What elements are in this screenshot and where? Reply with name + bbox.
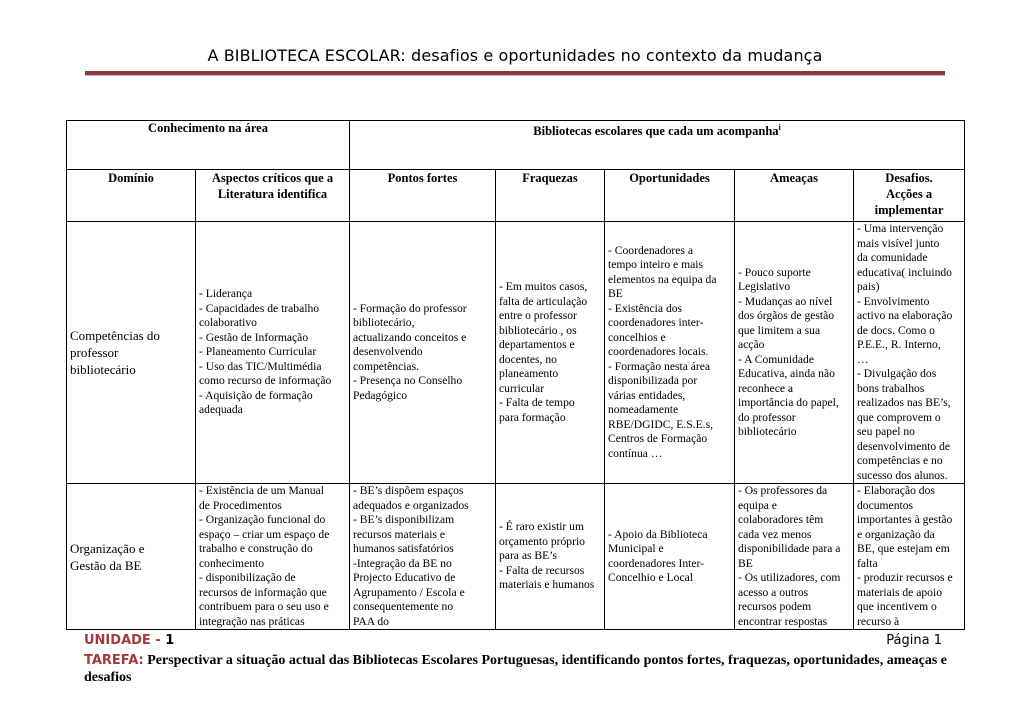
cell-line: Desafios. [885,171,933,185]
cell-line: Projecto Educativo de [353,571,456,584]
cell-line: recursos podem [738,600,812,613]
group-header-row [67,121,965,170]
col-header-strengths [350,170,496,222]
cell-line: RBE/DGIDC, E.S.E.s, [608,417,713,431]
unit-separator: - [150,633,166,648]
cell-line: espaço – criar um espaço de [199,527,330,541]
libraries-header-note: i [778,123,781,132]
row1-aspects [196,222,350,484]
col-header-threats [735,170,854,222]
cell-line: Municipal e [608,542,664,555]
cell-line: dos órgãos de gestão [738,309,835,322]
cell-line: Competências do [70,328,160,343]
cell-line: - Aquisição de formação [199,388,313,402]
cell-line: - Existência dos [608,301,683,315]
footer-unit-line [84,633,954,648]
cell-line: documentos [857,498,914,512]
table-row [67,222,965,484]
cell-line: - Os professores da [738,484,828,497]
cell-line: implementar [874,203,944,217]
knowledge-header: Conhecimento na área [67,121,350,170]
cell-line: Oportunidades [629,171,710,185]
row2-aspects [196,484,350,630]
cell-line: Fraquezas [522,171,578,185]
cell-line: Ameaças [770,171,818,185]
cell-line: competências e no [857,454,943,467]
col-header-domain [67,170,196,222]
cell-line: recursos de informação que [199,585,327,599]
cell-line: - Falta de tempo [499,396,575,409]
cell-line: colaborativo [199,316,257,330]
cell-line: nomeadamente [608,403,679,417]
cell-line: - Mudanças ao nível [738,294,833,308]
cell-line: - Gestão de Informação [199,330,309,344]
cell-line: adequados e organizados [353,498,469,512]
cell-line: BE, que estejam em [857,542,950,555]
cell-line: - Organização funcional do [199,513,326,526]
footer-task-line [84,652,954,686]
cell-line: planeamento [499,367,559,380]
col-header-aspects [196,170,350,222]
cell-line: sucesso dos alunos. [857,468,948,482]
cell-line: P.E.E., R. Interno, [857,338,941,351]
unit-number: 1 [165,633,175,648]
cell-line: curricular [499,381,545,395]
row2-threats [735,484,854,630]
row2-weaknesses [496,484,605,630]
cell-line: - BE’s disponibilizam [353,513,455,526]
cell-line: encontrar respostas [738,614,828,628]
cell-line: entre o professor [499,309,577,322]
cell-line: que incentivem o [857,600,937,613]
cell-line: de Procedimentos [199,498,282,512]
cell-line: bibliotecário [70,362,136,377]
cell-line: materiais de apoio [857,585,942,599]
cell-line: disponibilidade para a [738,542,841,555]
cell-line: falta de articulação [499,294,588,308]
cell-line: - Capacidades de trabalho [199,301,320,315]
cell-line: Concelhio e Local [608,571,693,584]
row2-opportunities [605,484,735,630]
cell-line: - Os utilizadores, com [738,571,841,584]
row1-weaknesses [496,222,605,484]
cell-line: equipa e [738,498,777,512]
cell-line: - Apoio da Biblioteca [608,527,708,541]
cell-line: BE [738,556,753,570]
cell-line: PAA do [353,614,389,628]
cell-line: pais) [857,280,880,293]
cell-line: coordenadores locais. [608,345,709,359]
cell-line: - Existência de um Manual [199,484,324,497]
cell-line: bibliotecário [738,425,797,438]
cell-line: Gestão da BE [70,557,142,573]
cell-line: cada vez menos [738,527,812,541]
cell-line: - Uso das TIC/Multimédia [199,359,322,373]
cell-line: recursos materiais e [353,527,446,541]
cell-line: e organização da [857,527,935,541]
page-title: A BIBLIOTECA ESCOLAR: desafios e oportunidades no contexto da mudança [207,46,823,65]
cell-line: contínua … [608,446,663,460]
cell-line: - Liderança [199,287,253,301]
analysis-table [66,120,965,630]
cell-line: para as BE’s [499,549,557,563]
cell-line: desenvolvimento de [857,439,951,453]
cell-line: que comprovem o [857,410,941,424]
cell-line: competências. [353,359,419,373]
row2-strengths [350,484,496,630]
cell-line: - produzir recursos e [857,571,953,584]
cell-line: bibliotecário , os [499,323,577,337]
cell-line: conhecimento [199,556,265,570]
cell-line: Acções a [885,187,933,201]
cell-line: bibliotecário, [353,316,415,330]
cell-line: Agrupamento / Escola e [353,585,465,599]
row1-opportunities [605,222,735,484]
cell-line: - Falta de recursos [499,563,585,577]
libraries-header-text: Bibliotecas escolares que cada um acompanha [533,124,779,139]
cell-line: - É raro existir um [499,520,584,534]
cell-line: contribuem para o seu uso e [199,600,329,613]
task-label: TAREFA: [84,653,144,668]
cell-line: trabalho e construção do [199,542,313,555]
cell-line: - Coordenadores a [608,243,693,257]
cell-line: departamentos e [499,338,575,351]
cell-line: orçamento próprio [499,534,585,548]
row1-threats [735,222,854,484]
cell-line: educativa( incluindo [857,265,952,279]
cell-line: Organização e [70,540,145,556]
cell-line: Pedagógico [353,388,408,402]
cell-line: Centros de Formação [608,432,708,446]
cell-line: coordenadores inter- [608,316,704,330]
row2-challenges [854,484,965,630]
cell-line: materiais e humanos [499,578,595,592]
page-number: Página 1 [886,633,942,648]
cell-line: Aspectos críticos que a [211,171,334,185]
cell-line: - Elaboração dos [857,484,935,497]
cell-line: elementos na equipa da [608,272,717,286]
cell-line: acesso a outros [738,585,809,599]
cell-line: coordenadores Inter- [608,556,705,570]
cell-line: disponibilizada por [608,374,698,388]
cell-line: integração nas práticas [199,614,305,628]
cell-line: como recurso de informação [199,374,332,388]
cell-line: docentes, no [499,352,557,366]
row1-challenges [854,222,965,484]
cell-line: - Em muitos casos, [499,280,588,293]
title-rule [85,71,945,76]
cell-line: - Envolvimento [857,294,930,308]
cell-line: - Formação do professor [353,301,467,315]
cell-line: para formação [499,410,566,424]
cell-line: da comunidade [857,251,928,264]
col-header-challenges [854,170,965,222]
cell-line: … [857,352,869,366]
table-row [67,484,965,630]
cell-line: desenvolvendo [353,345,423,359]
col-header-weaknesses [496,170,605,222]
libraries-header [350,121,965,170]
cell-line: - Pouco suporte [738,265,811,279]
cell-line: actualizando conceitos e [353,330,467,344]
cell-line: importantes à gestão [857,513,953,526]
task-text: Perspectivar a situação actual das Bibliotecas Escolares Portuguesas, identificando pontos fortes, fraquezas, oportunidades, ameaças e desafios [84,653,947,685]
col-header-opportunities [605,170,735,222]
cell-line: colaboradores têm [738,513,824,526]
cell-line: mais visível junto [857,236,940,250]
cell-line: consequentemente no [353,600,454,613]
cell-line: - BE’s dispõem espaços [353,484,464,497]
cell-line: recurso à [857,614,900,628]
cell-line: BE [608,287,623,301]
cell-line: professor [70,345,119,360]
row1-domain [67,222,196,484]
cell-line: reconhece a [738,381,794,395]
cell-line: - disponibilização de [199,571,296,584]
cell-line: concelhios e [608,330,666,344]
cell-line: realizados nas BE’s, [857,396,951,409]
cell-line: Domínio [108,171,154,185]
unit-label: UNIDADE [84,633,151,648]
cell-line: importância do papel, [738,396,839,409]
row1-strengths [350,222,496,484]
cell-line: adequada [199,403,243,417]
cell-line: tempo inteiro e mais [608,258,703,272]
column-header-row [67,170,965,222]
cell-line: - Formação nesta área [608,359,711,373]
cell-line: activo na elaboração [857,309,953,322]
cell-line: - Uma intervenção [857,222,944,235]
cell-line: -Integração da BE no [353,556,452,570]
cell-line: bons trabalhos [857,381,925,395]
cell-line: várias entidades, [608,388,686,402]
cell-line: Pontos fortes [387,171,458,185]
cell-line: do professor [738,410,796,424]
cell-line: - Presença no Conselho [353,374,463,388]
cell-line: acção [738,338,765,351]
cell-line: - Planeamento Curricular [199,345,317,359]
cell-line: falta [857,556,878,570]
cell-line: humanos satisfatórios [353,542,454,555]
cell-line: que limitem a sua [738,323,821,337]
cell-line: de docs. Como o [857,323,935,337]
cell-line: Educativa, ainda não [738,367,835,380]
cell-line: - Divulgação dos [857,367,937,380]
cell-line: Literatura identifica [217,187,328,201]
cell-line: Legislativo [738,280,791,293]
cell-line: - A Comunidade [738,352,814,366]
cell-line: seu papel no [857,425,915,438]
row2-domain [67,484,196,630]
